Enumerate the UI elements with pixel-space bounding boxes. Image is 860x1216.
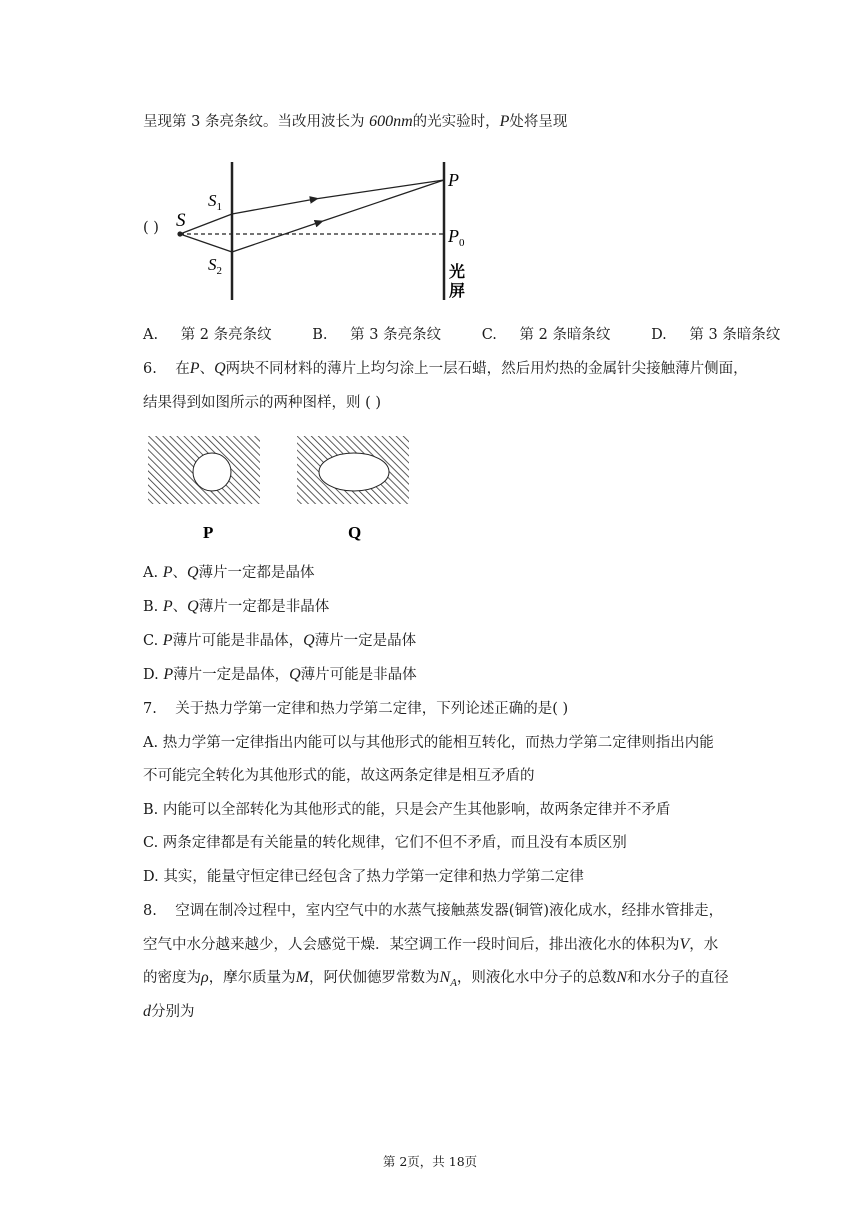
label-p: P [203,523,214,542]
ray-s2-arrow [232,222,320,252]
q7-option-a-line2: 不可能完全转化为其他形式的能，故这两条定律是相互矛盾的 [143,768,535,784]
q5-stem [143,112,567,132]
math: P [499,113,510,130]
ray-source-s1 [180,214,232,234]
q6-option-b: B. P、Q薄片一定都是非晶体 [143,598,330,615]
question-number: 8. [143,903,157,919]
ray-source-s2 [180,234,232,252]
ray-s2-p [320,180,444,222]
label-s1: $S_1$ [208,191,222,213]
label-p0: $P_0$ [448,226,465,249]
q5-option-b: B. 第 3 条亮条纹 [312,327,442,343]
text: 的光实验时， [412,114,500,130]
q8-line3: 的密度为ρ，摩尔质量为M，阿伏伽德罗常数为$N_A$，则液化水中分子的总数N和水分子的直径 [143,969,729,989]
q8-line4: d分别为 [143,1003,195,1020]
ray-s1-arrow [232,199,315,214]
q8-line1: 8. 空调在制冷过程中，室内空气中的水蒸气接触蒸发器(铜管)液化成水，经排水管排走， [143,903,724,919]
text: 呈现第 3 条亮条纹。当改用波长为 [143,114,370,130]
question-number: 6. [143,361,157,377]
ray-s1-p [315,180,444,199]
q6-stem-line2: 结果得到如图所示的两种图样，则 ( ) [143,395,382,411]
q6-stem-line1: 6. 在P、Q两块不同材料的薄片上均匀涂上一层石蜡，然后用灼热的金属针尖接触薄片侧面， [143,360,748,377]
q7-stem: 7. 关于热力学第一定律和热力学第二定律，下列论述正确的是( ) [143,701,569,717]
q5-option-a: A. 第 2 条亮条纹 [143,327,272,343]
q8-line2: 空气中水分越来越少，人会感觉干燥．某空调工作一段时间后，排出液化水的体积为V，水 [143,936,719,953]
q7-option-c: C. 两条定律都是有关能量的转化规律，它们不但不矛盾，而且没有本质区别 [143,835,627,851]
q5-options [143,325,816,345]
q7-option-d: D. 其实，能量守恒定律已经包含了热力学第一定律和热力学第二定律 [143,869,584,885]
label-q: Q [348,523,362,542]
q5-bracket: ( ) [143,220,159,236]
label-s: S [176,210,186,231]
page-footer: 第 2页，共 18页 [382,1154,478,1169]
double-slit-figure [170,158,480,304]
q6-option-c: C. P薄片可能是非晶体，Q薄片一定是晶体 [143,632,417,649]
label-s2: $S_2$ [208,255,222,277]
question-number: 7. [143,701,157,717]
math: 600nm [369,113,413,130]
q6-option-a: A. P、Q薄片一定都是晶体 [143,564,315,581]
text: 处将呈现 [509,114,568,130]
wax-melting-figure [146,434,414,546]
ellipse-melt-q [319,453,389,491]
label-screen-1: 光 [449,262,466,281]
q6-option-d: D. P薄片一定是晶体，Q薄片可能是非晶体 [143,666,417,683]
q5-option-d: D. 第 3 条暗条纹 [651,327,781,343]
q7-option-a-line1: A. 热力学第一定律指出内能可以与其他形式的能相互转化，而热力学第二定律则指出内能 [143,735,714,751]
label-screen-2: 屏 [449,281,466,300]
circle-melt-p [193,453,231,491]
q7-option-b: B. 内能可以全部转化为其他形式的能，只是会产生其他影响，故两条定律并不矛盾 [143,802,671,818]
q5-option-c: C. 第 2 条暗条纹 [481,327,611,343]
label-p: P [448,170,459,190]
